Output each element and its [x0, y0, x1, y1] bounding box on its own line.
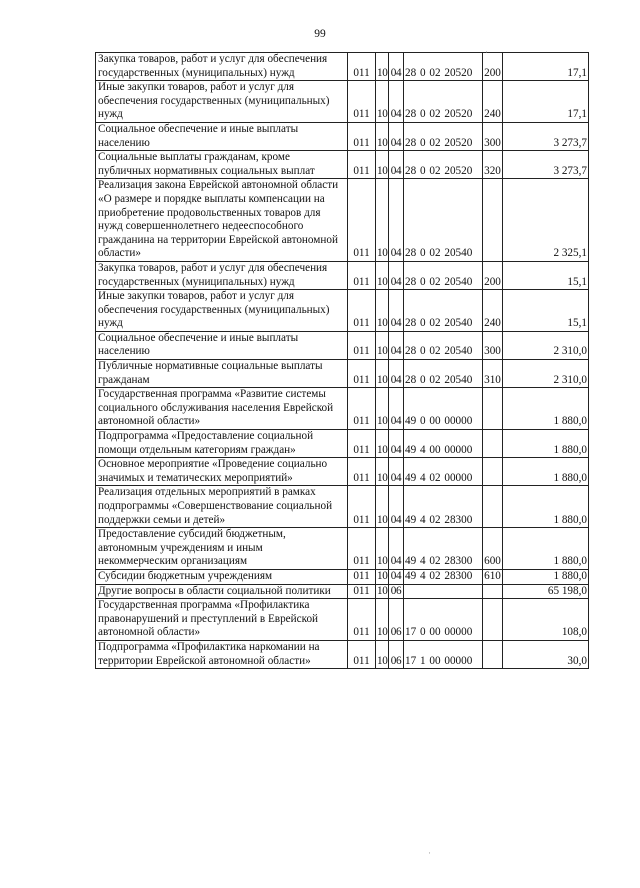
row-expense-type: [483, 430, 503, 458]
row-expense-type: 240: [483, 290, 503, 332]
row-amount: 108,0: [503, 599, 589, 641]
row-ministry-code: 011: [348, 584, 376, 599]
row-subsection-code: 06: [389, 640, 404, 668]
row-target-article: 49 4 02 28300: [404, 569, 483, 584]
row-section-code: 10: [376, 569, 389, 584]
row-section-code: 10: [376, 430, 389, 458]
row-name: Предоставление субсидий бюджетным, автономным учреждениям и иным некоммерческим организациям: [96, 528, 348, 570]
budget-table: [95, 52, 589, 669]
table-row: [96, 640, 589, 668]
row-target-article: 17 0 00 00000: [404, 599, 483, 641]
row-expense-type: 240: [483, 81, 503, 123]
row-target-article: 49 0 00 00000: [404, 388, 483, 430]
row-section-code: 10: [376, 360, 389, 388]
row-ministry-code: 011: [348, 290, 376, 332]
row-subsection-code: 04: [389, 360, 404, 388]
row-name: Другие вопросы в области социальной политики: [96, 584, 348, 599]
row-name: Подпрограмма «Профилактика наркомании на территории Еврейской автономной области»: [96, 640, 348, 668]
row-section-code: 10: [376, 261, 389, 289]
row-subsection-code: 04: [389, 261, 404, 289]
row-name: Подпрограмма «Предоставление социальной помощи отдельным категориям граждан»: [96, 430, 348, 458]
row-ministry-code: 011: [348, 569, 376, 584]
row-target-article: 49 4 02 00000: [404, 458, 483, 486]
row-ministry-code: 011: [348, 458, 376, 486]
row-section-code: 10: [376, 53, 389, 81]
table-row: [96, 486, 589, 528]
row-subsection-code: 04: [389, 528, 404, 570]
row-section-code: 10: [376, 486, 389, 528]
row-expense-type: [483, 584, 503, 599]
row-expense-type: 600: [483, 528, 503, 570]
row-name: Государственная программа «Профилактика правонарушений и преступлений в Еврейской автономной области»: [96, 599, 348, 641]
table-row: [96, 458, 589, 486]
table-row: [96, 360, 589, 388]
row-section-code: 10: [376, 584, 389, 599]
table-row: [96, 261, 589, 289]
row-amount: 15,1: [503, 290, 589, 332]
row-expense-type: 200: [483, 53, 503, 81]
table-row: [96, 331, 589, 359]
row-name: Социальное обеспечение и иные выплаты населению: [96, 331, 348, 359]
row-section-code: 10: [376, 331, 389, 359]
row-amount: 17,1: [503, 81, 589, 123]
row-name: Государственная программа «Развитие системы социального обслуживания населения Еврейской автономной области»: [96, 388, 348, 430]
row-subsection-code: 04: [389, 122, 404, 150]
table-row: [96, 388, 589, 430]
table-row: [96, 584, 589, 599]
row-target-article: 28 0 02 20520: [404, 122, 483, 150]
row-ministry-code: 011: [348, 528, 376, 570]
row-target-article: 49 4 00 00000: [404, 430, 483, 458]
row-subsection-code: 04: [389, 151, 404, 179]
table-row: [96, 290, 589, 332]
row-expense-type: [483, 599, 503, 641]
row-name: Социальные выплаты гражданам, кроме публичных нормативных социальных выплат: [96, 151, 348, 179]
row-amount: 1 880,0: [503, 458, 589, 486]
row-target-article: 28 0 02 20540: [404, 331, 483, 359]
row-expense-type: [483, 640, 503, 668]
row-target-article: 49 4 02 28300: [404, 528, 483, 570]
row-target-article: 28 0 02 20540: [404, 290, 483, 332]
row-ministry-code: 011: [348, 430, 376, 458]
row-target-article: 28 0 02 20520: [404, 53, 483, 81]
row-section-code: 10: [376, 458, 389, 486]
table-row: [96, 179, 589, 262]
row-ministry-code: 011: [348, 360, 376, 388]
table-row: [96, 528, 589, 570]
row-subsection-code: 04: [389, 81, 404, 123]
row-expense-type: [483, 388, 503, 430]
row-subsection-code: 04: [389, 430, 404, 458]
row-name: Закупка товаров, работ и услуг для обеспечения государственных (муниципальных) нужд: [96, 53, 348, 81]
row-target-article: 28 0 02 20540: [404, 179, 483, 262]
scan-speck: ·: [485, 47, 488, 57]
row-amount: 2 310,0: [503, 360, 589, 388]
row-target-article: [404, 584, 483, 599]
row-subsection-code: 04: [389, 388, 404, 430]
row-target-article: 28 0 02 20540: [404, 360, 483, 388]
row-expense-type: [483, 486, 503, 528]
row-ministry-code: 011: [348, 599, 376, 641]
row-name: Иные закупки товаров, работ и услуг для обеспечения государственных (муниципальных) нужд: [96, 290, 348, 332]
row-name: Реализация закона Еврейской автономной области «О размере и порядке выплаты компенсации на приобретение продовольственных товаров для нужд совершеннолетнего недееспособного гражданина на территории Еврейской автономной области»: [96, 179, 348, 262]
row-subsection-code: 04: [389, 458, 404, 486]
row-name: Социальное обеспечение и иные выплаты населению: [96, 122, 348, 150]
scan-speck: ·: [428, 848, 431, 858]
row-subsection-code: 06: [389, 584, 404, 599]
row-ministry-code: 011: [348, 122, 376, 150]
row-ministry-code: 011: [348, 179, 376, 262]
row-expense-type: 310: [483, 360, 503, 388]
row-name: Иные закупки товаров, работ и услуг для обеспечения государственных (муниципальных) нужд: [96, 81, 348, 123]
row-section-code: 10: [376, 81, 389, 123]
row-ministry-code: 011: [348, 388, 376, 430]
row-section-code: 10: [376, 640, 389, 668]
table-row: [96, 122, 589, 150]
page-number: 99: [314, 28, 326, 40]
row-ministry-code: 011: [348, 151, 376, 179]
row-section-code: 10: [376, 151, 389, 179]
row-subsection-code: 04: [389, 290, 404, 332]
row-amount: 65 198,0: [503, 584, 589, 599]
row-section-code: 10: [376, 290, 389, 332]
row-section-code: 10: [376, 179, 389, 262]
row-expense-type: [483, 458, 503, 486]
row-name: Реализация отдельных мероприятий в рамках подпрограммы «Совершенствование социальной поддержки семьи и детей»: [96, 486, 348, 528]
row-expense-type: [483, 179, 503, 262]
row-subsection-code: 04: [389, 331, 404, 359]
row-target-article: 49 4 02 28300: [404, 486, 483, 528]
row-target-article: 17 1 00 00000: [404, 640, 483, 668]
row-section-code: 10: [376, 122, 389, 150]
row-expense-type: 610: [483, 569, 503, 584]
table-row: [96, 599, 589, 641]
row-amount: 1 880,0: [503, 486, 589, 528]
row-amount: 1 880,0: [503, 569, 589, 584]
row-expense-type: 320: [483, 151, 503, 179]
row-amount: 17,1: [503, 53, 589, 81]
row-name: Закупка товаров, работ и услуг для обеспечения государственных (муниципальных) нужд: [96, 261, 348, 289]
row-name: Основное мероприятие «Проведение социально значимых и тематических мероприятий»: [96, 458, 348, 486]
table-row: [96, 81, 589, 123]
row-ministry-code: 011: [348, 261, 376, 289]
row-ministry-code: 011: [348, 53, 376, 81]
row-ministry-code: 011: [348, 81, 376, 123]
row-subsection-code: 04: [389, 486, 404, 528]
row-target-article: 28 0 02 20540: [404, 261, 483, 289]
row-amount: 3 273,7: [503, 122, 589, 150]
row-amount: 2 325,1: [503, 179, 589, 262]
row-subsection-code: 06: [389, 599, 404, 641]
table-row: [96, 53, 589, 81]
row-ministry-code: 011: [348, 486, 376, 528]
row-section-code: 10: [376, 388, 389, 430]
row-amount: 1 880,0: [503, 388, 589, 430]
row-expense-type: 300: [483, 122, 503, 150]
row-expense-type: 200: [483, 261, 503, 289]
row-subsection-code: 04: [389, 179, 404, 262]
row-section-code: 10: [376, 528, 389, 570]
row-amount: 1 880,0: [503, 528, 589, 570]
row-target-article: 28 0 02 20520: [404, 151, 483, 179]
table-row: [96, 569, 589, 584]
row-amount: 1 880,0: [503, 430, 589, 458]
row-amount: 15,1: [503, 261, 589, 289]
row-subsection-code: 04: [389, 569, 404, 584]
row-ministry-code: 011: [348, 640, 376, 668]
row-target-article: 28 0 02 20520: [404, 81, 483, 123]
table-body: [96, 53, 589, 669]
table-row: [96, 430, 589, 458]
row-section-code: 10: [376, 599, 389, 641]
row-ministry-code: 011: [348, 331, 376, 359]
table-row: [96, 151, 589, 179]
row-expense-type: 300: [483, 331, 503, 359]
row-amount: 30,0: [503, 640, 589, 668]
row-amount: 2 310,0: [503, 331, 589, 359]
row-amount: 3 273,7: [503, 151, 589, 179]
row-name: Субсидии бюджетным учреждениям: [96, 569, 348, 584]
row-subsection-code: 04: [389, 53, 404, 81]
row-name: Публичные нормативные социальные выплаты гражданам: [96, 360, 348, 388]
